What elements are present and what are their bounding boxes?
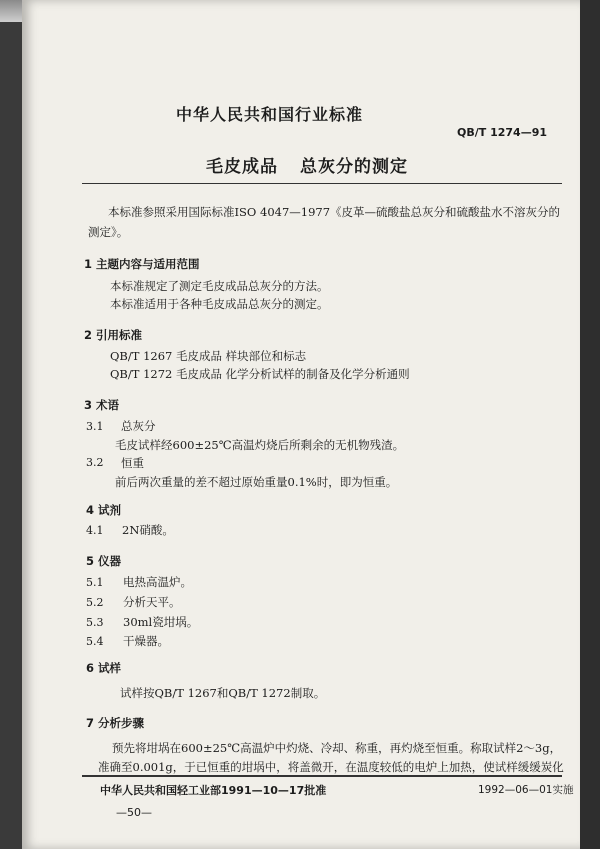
approval-line: 中华人民共和国轻工业部1991—10—17批准 xyxy=(100,784,327,797)
term-3-1-number: 3.1 xyxy=(86,420,104,433)
footer-rule xyxy=(82,775,562,777)
apparatus-item-number: 5.3 xyxy=(86,616,104,629)
scan-right-edge xyxy=(580,0,600,849)
apparatus-item-text: 电热高温炉。 xyxy=(123,575,192,589)
apparatus-item-number: 5.2 xyxy=(86,596,104,609)
term-3-1-title: 总灰分 xyxy=(121,419,156,433)
standard-code: QB/T 1274—91 xyxy=(457,126,548,139)
section-2-heading: 2 引用标准 xyxy=(84,328,143,342)
term-3-2-title: 恒重 xyxy=(121,456,144,470)
document-title-part2: 总灰分的测定 xyxy=(300,157,408,177)
apparatus-item-text: 30ml瓷坩埚。 xyxy=(123,615,199,629)
apparatus-item-number: 5.1 xyxy=(86,576,104,589)
section-7-line-1: 预先将坩埚在600±25℃高温炉中灼烧、冷却、称重，再灼烧至恒重。称取试样2～3g， xyxy=(112,741,562,755)
apparatus-item-text: 分析天平。 xyxy=(123,595,181,609)
section-6-text: 试样按QB/T 1267和QB/T 1272制取。 xyxy=(120,686,326,700)
intro-line-1: 本标准参照采用国际标准ISO 4047—1977《皮革—硫酸盐总灰分和硫酸盐水不溶灰分的 xyxy=(108,205,561,219)
intro-line-2: 测定》。 xyxy=(88,225,129,239)
term-3-1-definition: 毛皮试样经600±25℃高温灼烧后所剩余的无机物残渣。 xyxy=(115,438,405,452)
term-3-2-definition: 前后两次重量的差不超过原始重量0.1%时，即为恒重。 xyxy=(115,475,398,489)
reagent-4-1-number: 4.1 xyxy=(86,524,104,537)
section-4-heading: 4 试剂 xyxy=(86,503,122,517)
section-3-heading: 3 术语 xyxy=(84,398,120,412)
page-number: —50— xyxy=(116,806,152,819)
section-6-heading: 6 试样 xyxy=(86,661,122,675)
section-1-line-2: 本标准适用于各种毛皮成品总灰分的测定。 xyxy=(110,297,329,311)
section-1-line-1: 本标准规定了测定毛皮成品总灰分的方法。 xyxy=(110,279,329,293)
reference-2: QB/T 1272 毛皮成品 化学分析试样的制备及化学分析通则 xyxy=(110,367,410,381)
effective-date: 1992—06—01实施 xyxy=(478,784,574,796)
standard-title: 中华人民共和国行业标准 xyxy=(176,105,364,124)
header-rule xyxy=(82,183,562,184)
document-title-part1: 毛皮成品 xyxy=(206,157,278,177)
section-1-heading: 1 主题内容与适用范围 xyxy=(84,257,200,271)
reagent-4-1-text: 2N硝酸。 xyxy=(122,523,174,537)
section-7-heading: 7 分析步骤 xyxy=(86,716,145,730)
apparatus-item-text: 干燥器。 xyxy=(123,634,169,648)
apparatus-item-number: 5.4 xyxy=(86,635,104,648)
document-title xyxy=(206,152,408,177)
term-3-2-number: 3.2 xyxy=(86,456,104,469)
section-5-heading: 5 仪器 xyxy=(86,554,122,568)
section-7-line-2: 准确至0.001g，于已恒重的坩埚中，将盖微开，在温度较低的电炉上加热，使试样缓缓炭化 xyxy=(98,760,564,774)
reference-1: QB/T 1267 毛皮成品 样块部位和标志 xyxy=(110,349,307,363)
